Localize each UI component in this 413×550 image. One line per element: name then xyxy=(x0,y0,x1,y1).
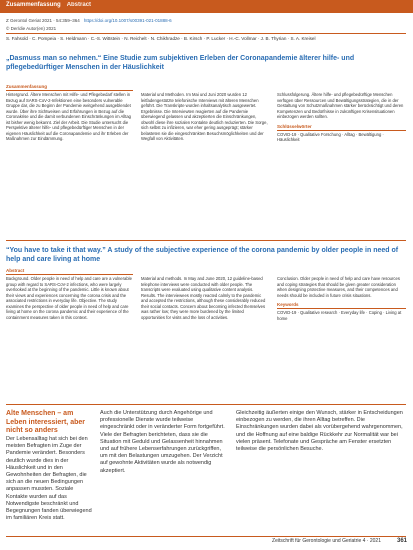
divider xyxy=(6,33,406,34)
title-english: “You have to take it that way.” A study of the subjective experience of the corona pandemic by older people in need of help and care living at home xyxy=(6,247,399,263)
divider xyxy=(6,240,406,241)
sub-label: Abstract xyxy=(66,2,92,8)
title-german: „Dasmuss man so nehmen.“ Eine Studie zum subjektiven Erleben der Coronapandemie älterer hilfe- und pflegebedürftiger Menschen in der Häuslichkeit xyxy=(6,55,355,71)
abstract-de-col3 xyxy=(277,84,406,230)
abstract-en-heading: Abstract xyxy=(6,268,133,275)
abstract-en-col1 xyxy=(6,268,133,400)
citation-line xyxy=(6,18,172,23)
body-col2: Auch die Unterstützung durch Angehörige und professionelle Dienste wurde teilweise eingeschränkt oder in veränderter Form fortgeführt. Viele der Befragten berichteten, dass sie die Situation mit Geduld und Gelassenheit hinnahmen und auf frühere Lebenserfahrungen zurückgriffen, um mit den Belastungen umzugehen. Der Verzicht auf gewohnte Aktivitäten wurde als notwendig akzeptiert. xyxy=(100,410,225,474)
abstract-de-col2 xyxy=(141,84,269,230)
keywords-de-heading: Schlüsselwörter xyxy=(277,124,406,131)
body-col3: Gleichzeitig äußerten einige den Wunsch, stärker in Entscheidungen einbezogen zu werden, die ihren Alltag betreffen. Die Einschränkungen wurden dabei als vorübergehend wahrgenommen, und die Hoffnung auf eine baldige Rückkehr zur Normalität war bei vielen präsent. Telefonate und Gespräche am Fenster ersetzten teilweise die persönlichen Besuche. xyxy=(236,410,403,453)
abstract-de-text-2: Material und Methoden. Im Mai und Juni 2020 wurden 12 leitfadengestützte telefonische Interviews mit älteren Menschen geführt. Die Transkripte wurden inhaltsanalytisch ausgewertet. Ergebnisse. Die Interviewten reagierten auf die Pandemie überwiegend gelassen und akzeptierten die Einschränkungen, obwohl diese ihre sozialen Kontakte deutlich reduzierten. Die Sorge, sich selbst zu infizieren, war eher gering ausgeprägt; stärker belasteten sie die eingeschränkten Besuchsmöglichkeiten und der Wegfall von Aktivitäten. xyxy=(141,92,268,142)
body-col1: Der Lebensalltag hat sich bei den meisten Befragten im Zuge der Pandemie verändert. Besonders deutlich wurde dies in der Häuslichkeit und in den Gewohnheiten der Befragten, die sich an die neuen Bedingungen anpassen mussten. Soziale Kontakte wurden auf das Notwendigste beschränkt und Begegnungen fanden überwiegend im familiären Kreis statt. xyxy=(6,436,92,522)
footer-divider xyxy=(6,536,406,537)
page-number: 361 xyxy=(396,538,407,544)
abstract-en-text-1: Background. Older people in need of help and care are a vulnerable group with regard to SARS-CoV-2 infections, who were largely overlooked at the beginning of the pandemic. Little is known about their views and experiences concerning the corona crisis and the associated restrictions in everyday life. Objective. The study examines the perspective of older people in need of help and care living at home on the corona pandemic and their experience of the containment measures taken in this context. xyxy=(6,276,132,320)
abstract-en-col3 xyxy=(277,268,406,400)
abstract-en-col2 xyxy=(141,268,269,400)
footer-journal: Zeitschrift für Gerontologie und Geriatrie 4 · 2021 xyxy=(272,538,381,544)
section-label: Zusammenfassung xyxy=(6,2,61,8)
keywords-en: COVID-19 · Qualitative research · Everyday life · Coping · Living at home xyxy=(277,310,402,321)
keywords-en-heading: Keywords xyxy=(277,302,406,309)
abstract-de-text-3: Schlussfolgerung. Ältere hilfe- und pflegebedürftige Menschen verfügen über Ressourcen und Bewältigungsstrategien, die in der Gestaltung von Schutzmaßnahmen stärker berücksichtigt und deren Kompetenzen und Bedürfnisse in zukünftigen Krisensituationen einbezogen werden sollten. xyxy=(277,92,404,120)
section-header-label xyxy=(6,2,91,8)
doi-link[interactable]: https://doi.org/10.1007/s00391-021-01888-6 xyxy=(83,18,172,23)
authors: S. Fahsold · C. Pompeia · S. Heldmann · C.-S. Wittstein · N. Reichelt · N. Chikhradze · B. Kirsch · P. Lucker · H.-C. Vollmar · J. B. Thyrian · S. A. Kreisel xyxy=(6,36,316,41)
abstract-de-text-1: Hintergrund. Ältere Menschen mit Hilfe- und Pflegebedarf stellen in Bezug auf SARS-CoV-2-Infektionen eine besonders vulnerable Gruppe dar, die zu Beginn der Pandemie weitgehend ausgeblendet wurde. Über ihre Sichtweisen und Erfahrungen in Bezug auf die Coronakrise und die damit verbundenen Einschränkungen im Alltag ist bisher wenig bekannt. Ziel der Arbeit. Die Studie untersucht die Perspektive älterer hilfe- und pflegebedürftiger Menschen in der eigenen Häuslichkeit auf die Coronapandemie und ihr Erleben der Maßnahmen zur Eindämmung. xyxy=(6,92,132,142)
abstract-en-text-3: Conclusion. Older people in need of help and care have resources and coping strategies that should be given greater consideration when designing protective measures, and their competences and needs should be included in future crisis situations. xyxy=(277,276,400,298)
intro-heading: Alte Menschen – am Leben interessiert, aber nicht so anders xyxy=(6,410,85,434)
abstract-de-heading: Zusammenfassung xyxy=(6,84,133,91)
abstract-en-text-2: Material and methods. In May and June 2020, 12 guideline-based telephone interviews were conducted with older people. The transcripts were evaluated using qualitative content analysis. Results. The interviewees mostly reacted calmly to the pandemic and accepted the restrictions, although these considerably reduced their social contacts. Concern about becoming infected themselves was rather low; they were more burdened by the limited opportunities for visits and the loss of activities. xyxy=(141,276,266,320)
section-header-bar xyxy=(0,0,413,13)
copyright: © Der/die Autor(en) 2021 xyxy=(6,26,57,31)
divider xyxy=(6,404,406,405)
abstract-de-col1 xyxy=(6,84,133,230)
citation-ref: Z Gerontol Geriat 2021 · 54:359–364 xyxy=(6,18,80,23)
keywords-de: COVID-19 · Qualitative Forschung · Alltag · Bewältigung · Häuslichkeit xyxy=(277,131,384,143)
